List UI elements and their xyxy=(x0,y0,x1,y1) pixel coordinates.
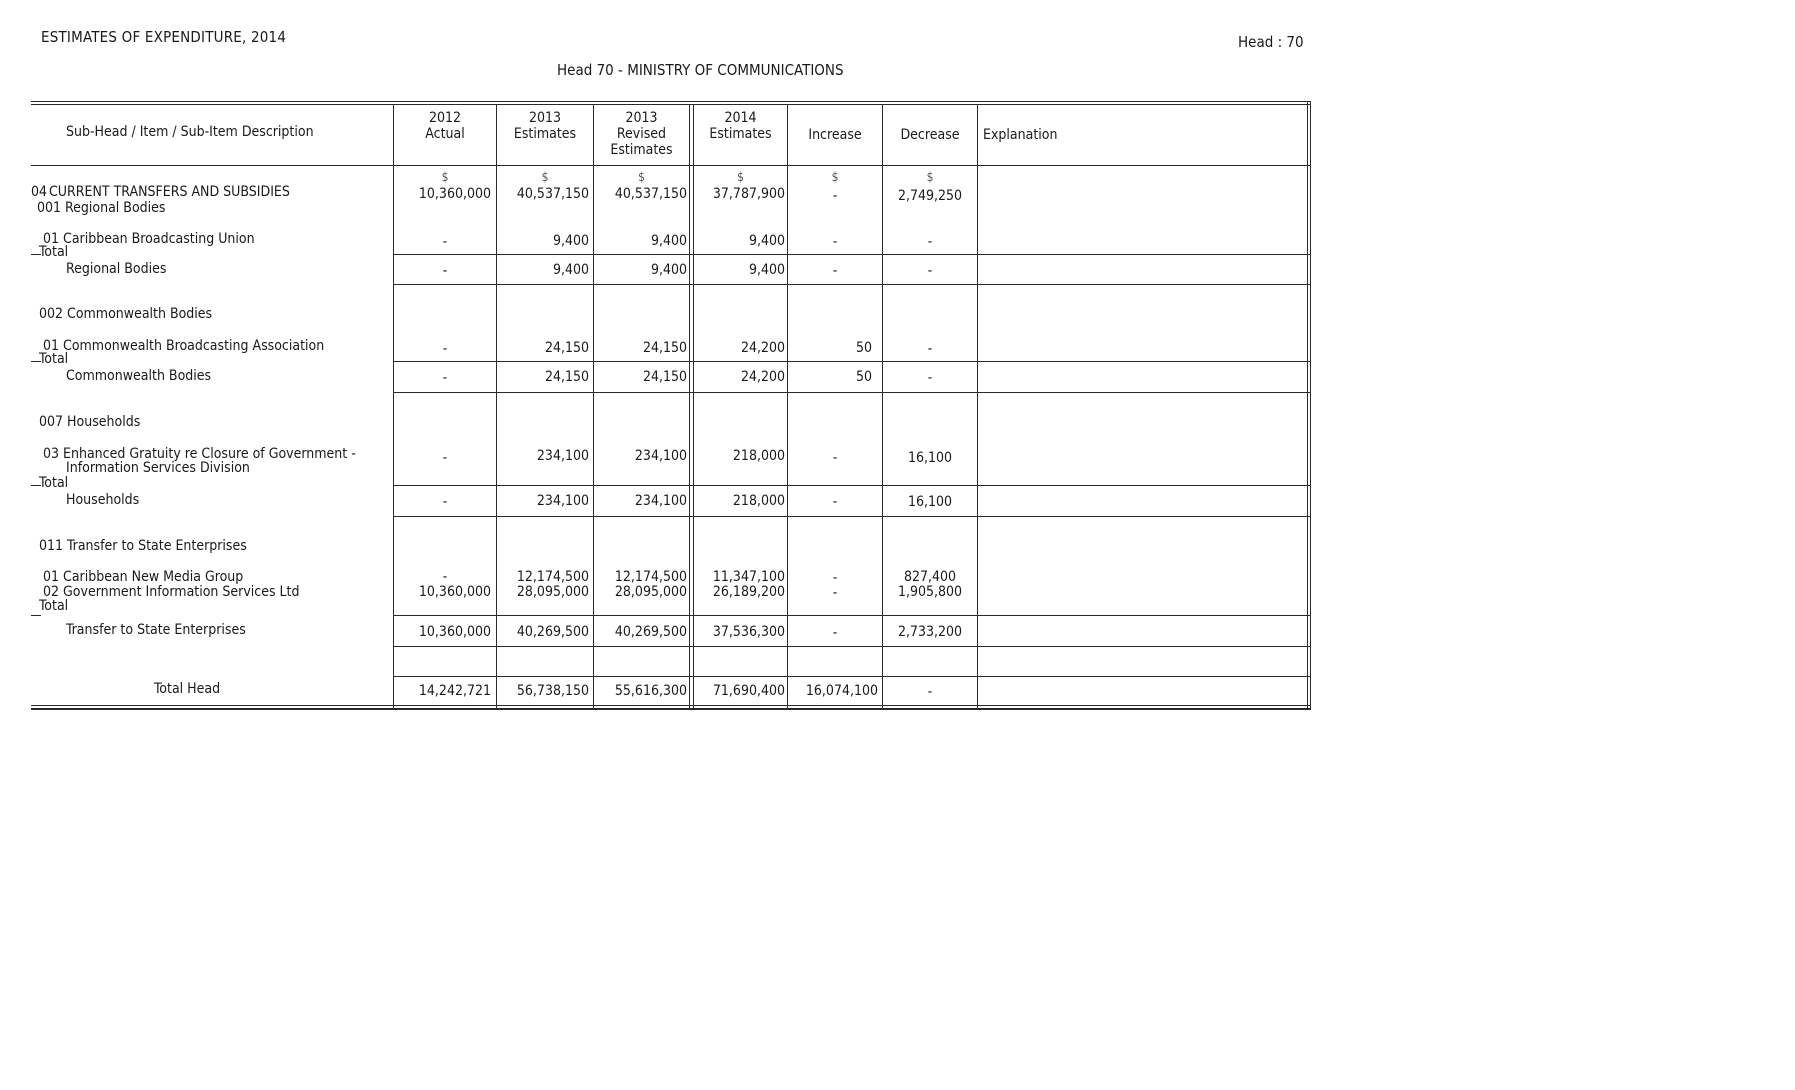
value-cell: 37,787,900 xyxy=(712,186,785,202)
table-right-border xyxy=(1307,101,1308,710)
value-cell: 28,095,000 xyxy=(614,584,687,600)
total-value: - xyxy=(442,370,448,386)
value-cell: 24,150 xyxy=(642,340,687,356)
section-title: CURRENT TRANSFERS AND SUBSIDIES xyxy=(49,184,290,200)
header-estimates-2013 xyxy=(497,110,593,142)
row-rule xyxy=(393,284,1310,285)
total-label: Total xyxy=(39,598,69,614)
value-cell: - xyxy=(442,341,448,357)
item-description: 01 Commonwealth Broadcasting Association xyxy=(43,338,325,354)
header-line: Actual xyxy=(425,126,465,142)
total-head-value: 71,690,400 xyxy=(712,683,785,699)
total-head-value: 56,738,150 xyxy=(516,683,589,699)
item-description: 03 Enhanced Gratuity re Closure of Government - xyxy=(43,446,356,462)
header-explanation: Explanation xyxy=(983,127,1058,143)
total-head-value: 14,242,721 xyxy=(418,683,491,699)
item-description: 01 Caribbean New Media Group xyxy=(43,569,244,585)
total-value: 9,400 xyxy=(552,262,589,278)
total-head-value: 55,616,300 xyxy=(614,683,687,699)
total-value: 40,269,500 xyxy=(614,624,687,640)
table-bottom-rule-inner xyxy=(31,708,1310,710)
value-cell: - xyxy=(832,570,838,586)
value-cell: - xyxy=(832,188,838,204)
section-code: 04 xyxy=(31,184,48,200)
header-line: 2014 xyxy=(724,110,757,126)
total-value: - xyxy=(832,625,838,641)
value-cell: 2,749,250 xyxy=(897,188,963,204)
value-cell: 1,905,800 xyxy=(897,584,963,600)
value-cell: 218,000 xyxy=(732,448,785,464)
header-line: Revised xyxy=(616,126,667,142)
subhead-heading: 007 Households xyxy=(39,414,141,430)
total-name: Households xyxy=(66,492,140,508)
table-right-border-inner xyxy=(1310,101,1311,710)
currency-symbol: $ xyxy=(541,170,549,184)
total-underline xyxy=(31,615,41,616)
value-cell: 12,174,500 xyxy=(516,569,589,585)
value-cell: 40,537,150 xyxy=(614,186,687,202)
total-value: 50 xyxy=(855,369,872,385)
total-label: Total xyxy=(39,244,69,260)
header-decrease: Decrease xyxy=(900,127,960,143)
header-increase: Increase xyxy=(808,127,862,143)
value-cell: - xyxy=(832,450,838,466)
header-description: Sub-Head / Item / Sub-Item Description xyxy=(66,124,314,140)
header-revised-2013 xyxy=(594,110,689,158)
total-value: 24,150 xyxy=(642,369,687,385)
header-estimates-2014 xyxy=(694,110,787,142)
subhead-heading: 011 Transfer to State Enterprises xyxy=(39,538,247,554)
ministry-title: Head 70 - MINISTRY OF COMMUNICATIONS xyxy=(557,61,844,79)
value-cell: - xyxy=(442,234,448,250)
value-cell: - xyxy=(927,234,933,250)
value-cell: 10,360,000 xyxy=(418,186,491,202)
value-cell: - xyxy=(927,341,933,357)
total-value: 24,150 xyxy=(544,369,589,385)
total-value: 234,100 xyxy=(536,493,589,509)
total-value: 24,200 xyxy=(740,369,785,385)
value-cell: 50 xyxy=(855,340,872,356)
currency-symbol: $ xyxy=(638,170,645,184)
total-value: - xyxy=(927,263,933,279)
total-value: - xyxy=(832,263,838,279)
header-actual-2012 xyxy=(394,110,496,142)
total-value: 218,000 xyxy=(732,493,785,509)
row-rule xyxy=(393,361,1310,362)
total-value: 37,536,300 xyxy=(712,624,785,640)
value-cell: 234,100 xyxy=(536,448,589,464)
item-description: 01 Caribbean Broadcasting Union xyxy=(43,231,255,247)
row-rule xyxy=(393,254,1310,255)
row-rule xyxy=(393,646,1310,647)
header-line: Estimates xyxy=(610,142,673,158)
total-label: Total xyxy=(39,351,69,367)
total-value: 9,400 xyxy=(748,262,785,278)
value-cell: - xyxy=(832,585,838,601)
value-cell: 16,100 xyxy=(907,450,953,466)
expenditure-table xyxy=(31,101,1310,710)
header-line: 2013 xyxy=(625,110,658,126)
value-cell: - xyxy=(442,450,448,466)
subhead-heading: 002 Commonwealth Bodies xyxy=(39,306,213,322)
table-bottom-rule xyxy=(31,705,1310,706)
currency-symbol: $ xyxy=(737,170,744,184)
total-value: - xyxy=(832,494,838,510)
currency-symbol: $ xyxy=(831,170,839,184)
head-reference: Head : 70 xyxy=(1238,33,1304,51)
currency-symbol: $ xyxy=(441,170,449,184)
total-value: - xyxy=(442,263,448,279)
total-value: - xyxy=(442,494,448,510)
total-head-label: Total Head xyxy=(154,681,221,697)
table-top-rule-inner xyxy=(31,104,1310,105)
value-cell: 11,347,100 xyxy=(712,569,785,585)
total-value: 16,100 xyxy=(907,494,953,510)
total-head-value: 16,074,100 xyxy=(805,683,878,699)
total-value: 234,100 xyxy=(634,493,687,509)
header-line: Estimates xyxy=(513,126,577,142)
value-cell: 234,100 xyxy=(634,448,687,464)
value-cell: 9,400 xyxy=(650,233,687,249)
subhead-heading: 001 Regional Bodies xyxy=(37,200,166,216)
total-value: 9,400 xyxy=(650,262,687,278)
value-cell: 827,400 xyxy=(903,569,957,585)
value-cell: - xyxy=(442,569,448,585)
value-cell: 24,150 xyxy=(544,340,589,356)
total-name: Commonwealth Bodies xyxy=(66,368,212,384)
value-cell: 40,537,150 xyxy=(516,186,589,202)
value-cell: 24,200 xyxy=(740,340,785,356)
value-cell: 9,400 xyxy=(748,233,785,249)
item-description: 02 Government Information Services Ltd xyxy=(43,584,300,600)
total-value: 2,733,200 xyxy=(897,624,963,640)
value-cell: 28,095,000 xyxy=(516,584,589,600)
value-cell: 10,360,000 xyxy=(418,584,491,600)
item-description-continued: Information Services Division xyxy=(66,460,250,476)
header-bottom-rule xyxy=(31,165,1310,166)
value-cell: 26,189,200 xyxy=(712,584,785,600)
row-rule xyxy=(393,485,1310,486)
currency-symbol: $ xyxy=(926,170,934,184)
value-cell: - xyxy=(832,234,838,250)
total-name: Transfer to State Enterprises xyxy=(66,622,246,638)
document-title: ESTIMATES OF EXPENDITURE, 2014 xyxy=(41,28,287,46)
total-label: Total xyxy=(39,475,69,491)
row-rule xyxy=(393,392,1310,393)
total-head-value: - xyxy=(927,684,933,700)
value-cell: 12,174,500 xyxy=(614,569,687,585)
row-rule xyxy=(393,615,1310,616)
header-line: Estimates xyxy=(709,126,772,142)
row-rule xyxy=(393,676,1310,677)
col-rule xyxy=(977,104,978,709)
table-top-rule xyxy=(31,101,1310,102)
total-value: - xyxy=(927,370,933,386)
total-value: 10,360,000 xyxy=(418,624,491,640)
total-name: Regional Bodies xyxy=(66,261,167,277)
value-cell: 9,400 xyxy=(552,233,589,249)
header-line: 2013 xyxy=(528,110,562,126)
row-rule xyxy=(393,516,1310,517)
header-line: 2012 xyxy=(428,110,462,126)
total-value: 40,269,500 xyxy=(516,624,589,640)
col-rule xyxy=(689,104,690,709)
